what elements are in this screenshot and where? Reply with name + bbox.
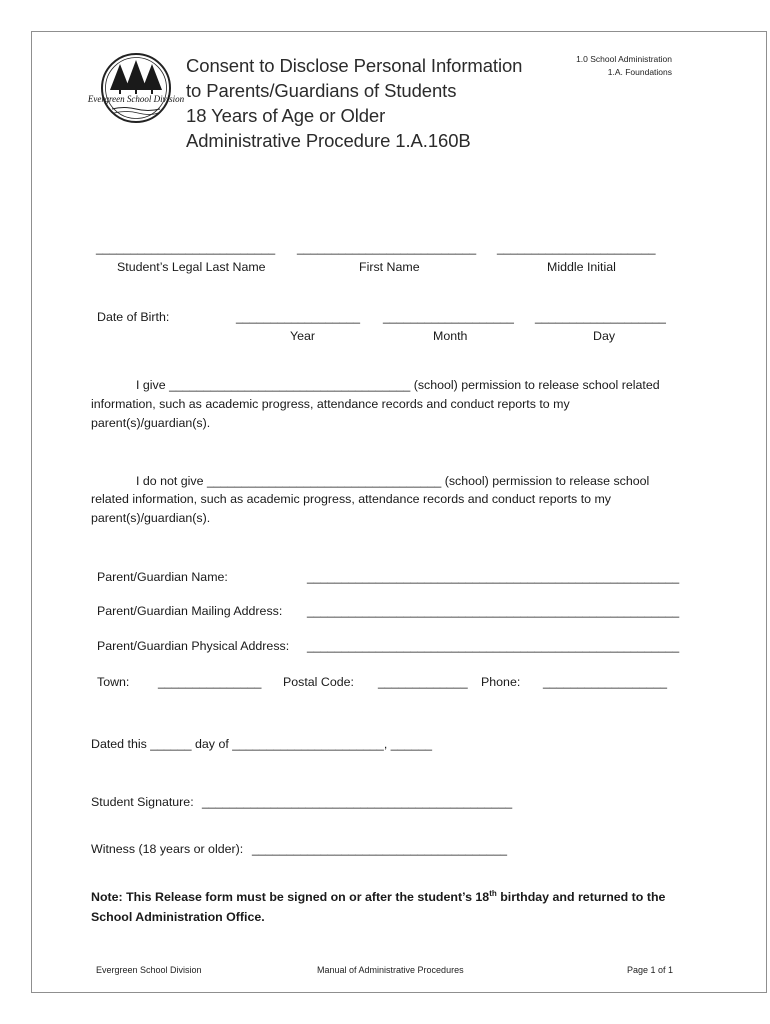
guardian-name-line[interactable]: ______________________________________________________ (307, 570, 680, 584)
phone-label: Phone: (481, 675, 521, 689)
evergreen-logo (87, 52, 185, 124)
dated-line[interactable]: Dated this ______ day of ______________________, ______ (91, 737, 433, 751)
phone-line[interactable]: __________________ (543, 675, 668, 689)
title-line-4: Administrative Procedure 1.A.160B (186, 130, 471, 151)
consent-give-suffix: (school) permission to release school related (413, 378, 660, 392)
guardian-mailing-line[interactable]: ______________________________________________________ (307, 604, 680, 618)
dob-label: Date of Birth: (97, 310, 170, 324)
logo-wordmark: Evergreen School Division (87, 94, 185, 104)
consent-not-give-line2: related information, such as academic progress, attendance records and conduct reports to my (91, 492, 611, 506)
consent-give-prefix: I give (136, 378, 166, 392)
first-name-label: First Name (359, 260, 420, 274)
postal-code-label: Postal Code: (283, 675, 354, 689)
note-line-2: School Administration Office. (91, 910, 265, 925)
student-signature-label: Student Signature: (91, 795, 194, 809)
guardian-mailing-label: Parent/Guardian Mailing Address: (97, 604, 283, 618)
consent-give-line3: parent(s)/guardian(s). (91, 416, 211, 430)
footer-left: Evergreen School Division (96, 965, 202, 975)
student-signature-line[interactable]: _____________________________________________ (202, 795, 513, 809)
footer-page-number: Page 1 of 1 (627, 965, 674, 975)
town-label: Town: (97, 675, 130, 689)
dob-year-line[interactable]: __________________ (236, 310, 361, 324)
title-line-1: Consent to Disclose Personal Information (186, 55, 523, 76)
town-line[interactable]: _______________ (158, 675, 262, 689)
consent-not-give-line3: parent(s)/guardian(s). (91, 511, 211, 525)
title-line-3: 18 Years of Age or Older (186, 105, 386, 126)
footer-center: Manual of Administrative Procedures (317, 965, 464, 975)
note-line-1 (91, 884, 691, 907)
dob-month-line[interactable]: ___________________ (383, 310, 514, 324)
guardian-name-label: Parent/Guardian Name: (97, 570, 228, 584)
note-part1: Note: This Release form must be signed on or after the student’s 18 (91, 890, 490, 905)
consent-not-give-line1 (136, 474, 649, 488)
consent-give-line1 (136, 378, 660, 392)
consent-give-school-blank[interactable]: ___________________________________ (169, 378, 411, 392)
note-part2: birthday and returned to the (496, 890, 666, 905)
title-line-2: to Parents/Guardians of Students (186, 80, 457, 101)
postal-code-line[interactable]: _____________ (378, 675, 468, 689)
witness-label: Witness (18 years or older): (91, 842, 244, 856)
dob-year-label: Year (290, 329, 316, 343)
dob-day-line[interactable]: ___________________ (535, 310, 666, 324)
consent-not-give-school-blank[interactable]: __________________________________ (206, 474, 442, 488)
note-superscript: th (489, 889, 497, 898)
first-name-line[interactable]: __________________________ (297, 241, 477, 255)
release-note (91, 884, 691, 927)
last-name-line[interactable]: __________________________ (96, 241, 276, 255)
guardian-physical-line[interactable]: ______________________________________________________ (307, 639, 680, 653)
guardian-physical-label: Parent/Guardian Physical Address: (97, 639, 290, 653)
consent-not-give-suffix: (school) permission to release school (444, 474, 650, 488)
witness-line[interactable]: _____________________________________ (252, 842, 507, 856)
consent-give-line2: information, such as academic progress, attendance records and conduct reports to my (91, 397, 570, 411)
last-name-label: Student’s Legal Last Name (117, 260, 266, 274)
middle-initial-label: Middle Initial (547, 260, 616, 274)
middle-initial-line[interactable]: _______________________ (497, 241, 656, 255)
header-section: 1.0 School Administration (576, 54, 672, 64)
header-subsection: 1.A. Foundations (607, 67, 672, 77)
dob-day-label: Day (593, 329, 616, 343)
consent-not-give-prefix: I do not give (136, 474, 204, 488)
dob-month-label: Month (433, 329, 468, 343)
